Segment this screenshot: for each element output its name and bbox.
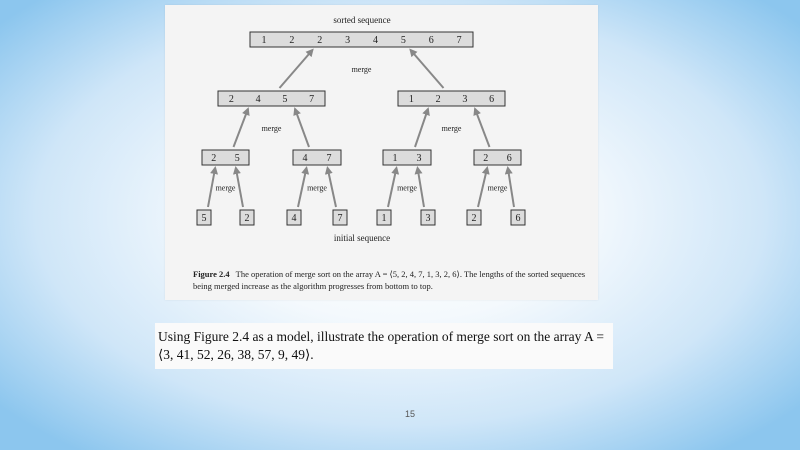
figure-caption-text: The operation of merge sort on the array A = ⟨5, 2, 4, 7, 1, 3, 2, 6⟩. The lengths of the sorted sequences being merged increase as the algorithm progresses from bottom to top. [193,269,586,291]
sequence-value: 7 [309,94,315,105]
sequence-value: 2 [289,35,295,46]
merge-arrow [234,109,248,147]
sequence-value: 5 [201,213,207,224]
merge-label: merge [397,183,417,193]
figure-caption [193,268,593,292]
sequence-value: 7 [456,35,462,46]
exercise-box [155,323,613,369]
merge-arrow [298,168,306,207]
sequence-value: 3 [462,94,468,105]
sequence-value: 2 [228,94,234,105]
sequence-value: 4 [372,35,378,46]
sequence-value: 2 [435,94,441,105]
sequence-value: 3 [345,35,351,46]
sequence-value: 2 [471,213,477,224]
sequence-box [250,32,473,47]
merge-arrow [415,109,428,147]
sequence-box [293,150,341,165]
figure-caption-label: Figure 2.4 [193,269,230,279]
sequence-value: 3 [416,153,422,164]
sequence-value: 5 [234,153,240,164]
sequence-value: 1 [408,94,414,105]
sorted-sequence-label: sorted sequence [333,15,391,25]
sequence-value: 2 [244,213,250,224]
sequence-value: 1 [392,153,398,164]
sequence-value: 4 [291,213,297,224]
sequence-value: 7 [326,153,332,164]
merge-arrow [208,168,215,207]
sequence-value: 7 [337,213,343,224]
merge-arrow [418,168,424,207]
merge-label: merge [487,183,508,193]
merge-arrow [236,168,243,207]
figure-image [165,5,598,300]
sequence-value: 4 [302,153,308,164]
merge-arrow [328,168,336,207]
merge-label: merge [261,124,282,133]
sequence-value: 1 [261,35,267,46]
sequence-value: 2 [483,153,489,164]
sequence-value: 3 [425,213,431,224]
merge-arrow [280,50,313,88]
merge-label: merge [351,65,372,74]
sequence-value: 4 [255,94,261,105]
exercise-text: Using Figure 2.4 as a model, illustrate the operation of merge sort on the array A = ⟨3, 41, 52, 26, 38, 57, 9, 49⟩. [158,329,605,362]
merge-arrow [388,168,396,207]
sequence-value: 1 [381,213,387,224]
merge-arrow [475,109,489,147]
sequence-value: 5 [282,94,288,105]
sequence-value: 6 [506,153,512,164]
sequence-box [383,150,431,165]
sequence-value: 6 [489,94,495,105]
merge-sort-diagram [165,5,598,270]
sequence-value: 6 [515,213,521,224]
sequence-value: 2 [211,153,217,164]
merge-arrow [508,168,514,207]
merge-label: merge [441,124,462,133]
sequence-value: 6 [428,35,434,46]
sequence-value: 5 [400,35,406,46]
initial-sequence-label: initial sequence [333,233,391,243]
merge-arrow [478,168,487,207]
sequence-box [474,150,521,165]
merge-arrow [411,50,444,88]
sequence-box [202,150,249,165]
sequence-value: 2 [317,35,323,46]
merge-arrow [295,109,309,147]
page-number: 15 [404,409,415,419]
merge-label: merge [215,183,236,193]
merge-label: merge [307,183,327,193]
